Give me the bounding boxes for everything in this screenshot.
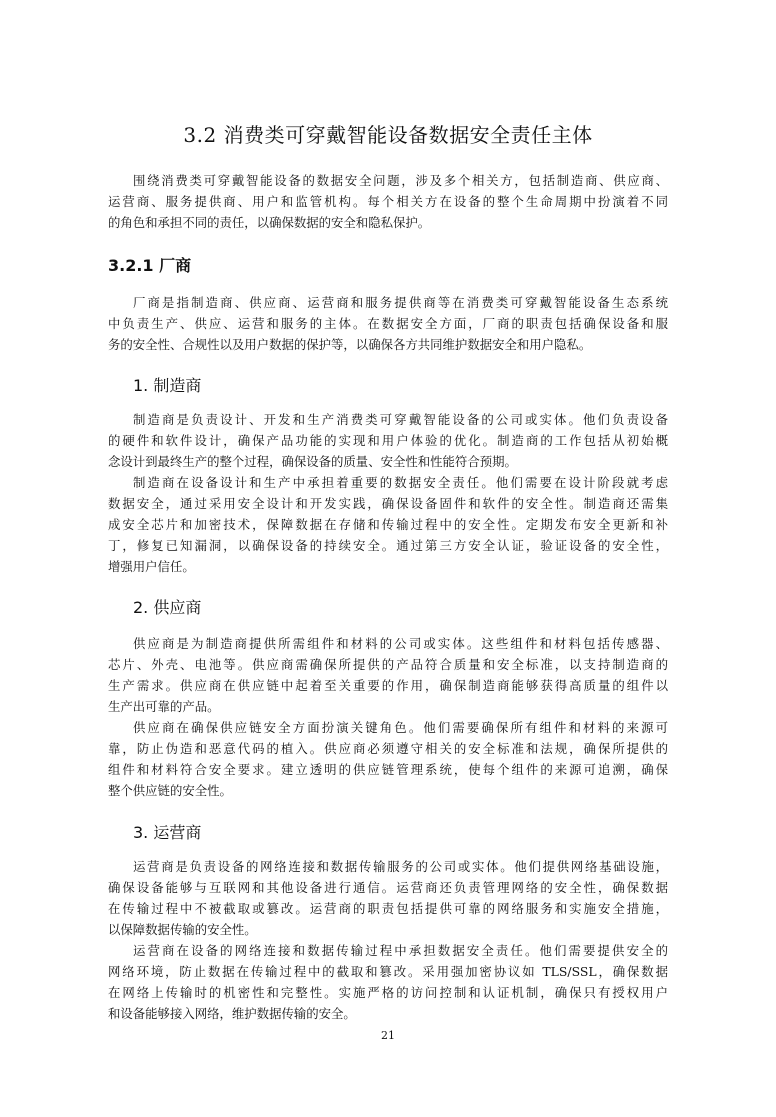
section-title: 3.2 消费类可穿戴智能设备数据安全责任主体: [183, 123, 593, 147]
paragraph-line: 生产需求。供应商在供应链中起着至关重要的作用，确保制造商能够获得高质量的组件以: [108, 678, 668, 693]
paragraph-line: 厂商是指制造商、供应商、运营商和服务提供商等在消费类可穿戴智能设备生态系统: [133, 295, 668, 310]
intro-line: 运营商、服务提供商、用户和监管机构。每个相关方在设备的整个生命周期中扮演着不同: [108, 194, 668, 209]
paragraph-line: 制造商是负责设计、开发和生产消费类可穿戴智能设备的公司或实体。他们负责设备: [133, 412, 668, 427]
paragraph-line: 供应商是为制造商提供所需组件和材料的公司或实体。这些组件和材料包括传感器、: [133, 636, 668, 651]
paragraph-line: 成安全芯片和加密技术，保障数据在存储和传输过程中的安全性。定期发布安全更新和补: [108, 517, 668, 532]
paragraph-line: 在网络上传输时的机密性和完整性。实施严格的访问控制和认证机制，确保只有授权用户: [108, 985, 668, 1000]
paragraph-line: 确保设备能够与互联网和其他设备进行通信。运营商还负责管理网络的安全性，确保数据: [108, 880, 668, 895]
intro-line: 围绕消费类可穿戴智能设备的数据安全问题，涉及多个相关方，包括制造商、供应商、: [133, 173, 668, 188]
paragraph-line: 在传输过程中不被截取或篡改。运营商的职责包括提供可靠的网络服务和实施安全措施，: [108, 901, 668, 916]
paragraph-line: 芯片、外壳、电池等。供应商需确保所提供的产品符合质量和安全标准，以支持制造商的: [108, 657, 668, 672]
paragraph-line: 务的安全性、合规性以及用户数据的保护等，以确保各方共同维护数据安全和用户隐私。: [108, 337, 592, 352]
subsection-heading: 3.2.1 厂商: [108, 256, 192, 275]
operator-heading: 3. 运营商: [133, 823, 202, 842]
paragraph-line: 念设计到最终生产的整个过程，确保设备的质量、安全性和性能符合预期。: [108, 454, 517, 469]
page-number: 21: [381, 1029, 395, 1042]
supplier-heading: 2. 供应商: [133, 598, 202, 617]
paragraph-line: 和设备能够接入网络，维护数据传输的安全。: [108, 1006, 356, 1021]
paragraph-line: 供应商在确保供应链安全方面扮演关键角色。他们需要确保所有组件和材料的来源可: [133, 720, 668, 735]
paragraph-line: 增强用户信任。: [108, 559, 195, 574]
paragraph-line: 组件和材料符合安全要求。建立透明的供应链管理系统，使每个组件的来源可追溯，确保: [108, 762, 668, 777]
manufacturer-heading: 1. 制造商: [133, 376, 202, 395]
paragraph-line: 整个供应链的安全性。: [108, 783, 232, 798]
intro-line: 的角色和承担不同的责任，以确保数据的安全和隐私保护。: [108, 215, 431, 230]
paragraph-line: 数据安全，通过采用安全设计和开发实践，确保设备固件和软件的安全性。制造商还需集: [108, 496, 668, 511]
paragraph-line: 制造商在设备设计和生产中承担着重要的数据安全责任。他们需要在设计阶段就考虑: [133, 475, 668, 490]
paragraph-line: 生产出可靠的产品。: [108, 699, 220, 714]
paragraph-line: 以保障数据传输的安全性。: [108, 922, 257, 937]
paragraph-line: 运营商在设备的网络连接和数据传输过程中承担数据安全责任。他们需要提供安全的: [133, 943, 668, 958]
paragraph-line: 运营商是负责设备的网络连接和数据传输服务的公司或实体。他们提供网络基础设施，: [133, 859, 668, 874]
paragraph-line: 的硬件和软件设计，确保产品功能的实现和用户体验的优化。制造商的工作包括从初始概: [108, 433, 668, 448]
paragraph-line: 靠，防止伪造和恶意代码的植入。供应商必须遵守相关的安全标准和法规，确保所提供的: [108, 741, 668, 756]
paragraph-line: 丁，修复已知漏洞，以确保设备的持续安全。通过第三方安全认证，验证设备的安全性，: [108, 538, 668, 553]
paragraph-line: 中负责生产、供应、运营和服务的主体。在数据安全方面，厂商的职责包括确保设备和服: [108, 316, 668, 331]
paragraph-line: 网络环境，防止数据在传输过程中的截取和篡改。采用强加密协议如 TLS/SSL，确保数据: [108, 964, 668, 979]
